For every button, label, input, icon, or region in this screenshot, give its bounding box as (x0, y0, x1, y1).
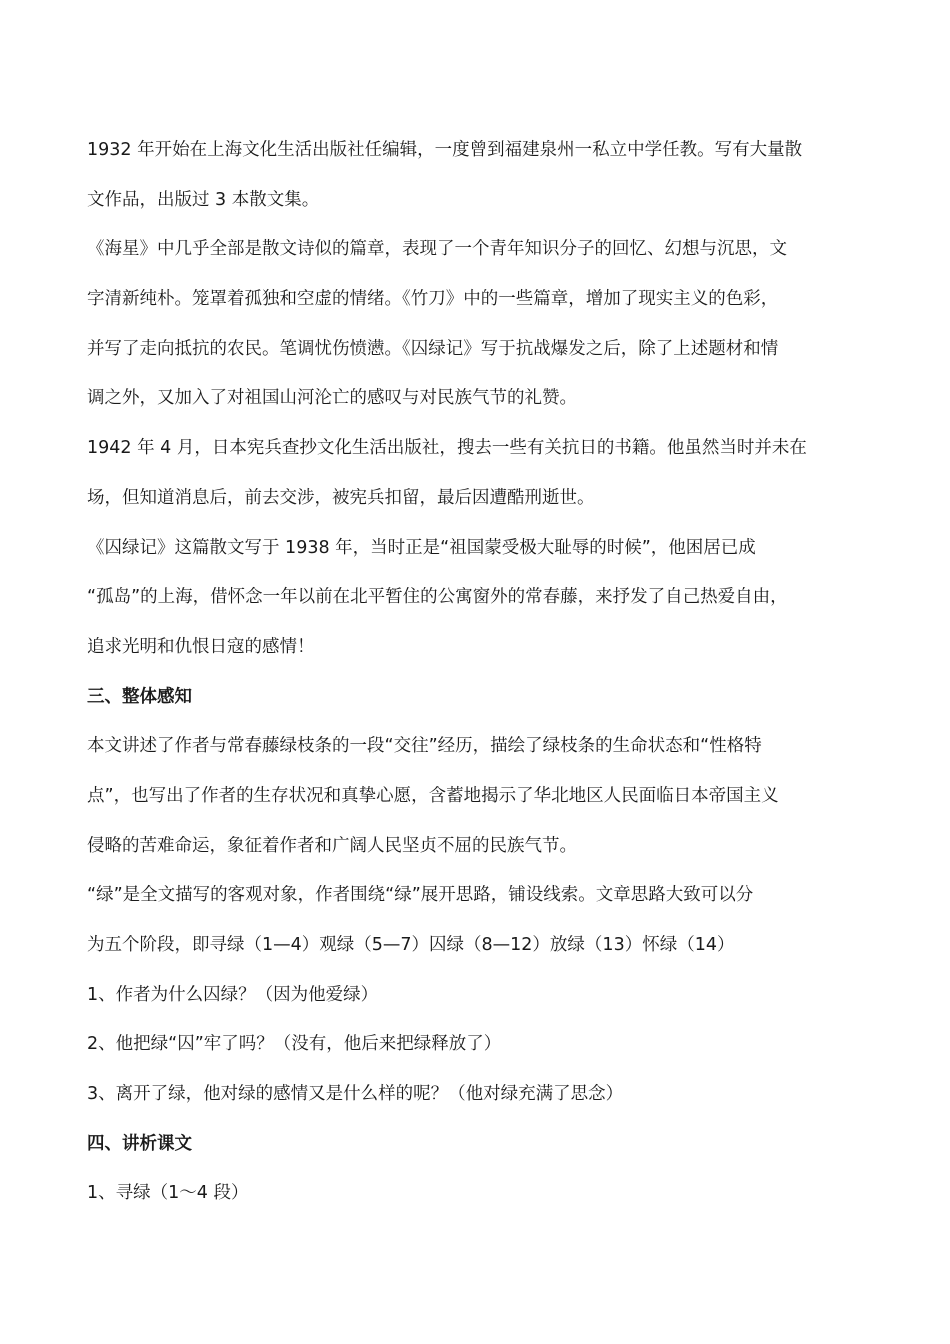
text-line: 场，但知道消息后，前去交涉，被宪兵扣留，最后因遭酷刑逝世。 (87, 487, 595, 508)
question-item: 3、离开了绿，他对绿的感情又是什么样的呢？（他对绿充满了思念） (87, 1084, 624, 1105)
text-line: 字清新纯朴。笼罩着孤独和空虚的情绪。《竹刀》中的一些篇章，增加了现实主义的色彩， (87, 289, 779, 310)
section-heading: 三、整体感知 (87, 686, 192, 707)
text-line: 《海星》中几乎全部是散文诗似的篇章，表现了一个青年知识分子的回忆、幻想与沉思，文 (87, 239, 787, 260)
text-line: 1942 年 4 月，日本宪兵查抄文化生活出版社，搜去一些有关抗日的书籍。他虽然当时并未在 (87, 438, 807, 459)
text-line: 文作品，出版过 3 本散文集。 (87, 189, 320, 210)
text-line: 并写了走向抵抗的农民。笔调忧伤愤懑。《囚绿记》写于抗战爆发之后，除了上述题材和情 (87, 338, 779, 359)
question-item: 1、作者为什么囚绿？（因为他爱绿） (87, 984, 379, 1005)
text-line: 《囚绿记》这篇散文写于 1938 年，当时正是“祖国蒙受极大耻辱的时候”，他困居已成 (87, 537, 756, 558)
text-line: “孤岛”的上海，借怀念一年以前在北平暂住的公寓窗外的常春藤，来抒发了自己热爱自由， (87, 587, 788, 608)
document-body (87, 126, 867, 1219)
question-item: 2、他把绿“囚”牢了吗？（没有，他后来把绿释放了） (87, 1034, 502, 1055)
text-line: 本文讲述了作者与常春藤绿枝条的一段“交往”经历，描绘了绿枝条的生命状态和“性格特 (87, 736, 762, 757)
text-line: 追求光明和仇恨日寇的感情！ (87, 636, 315, 657)
section-heading: 四、讲析课文 (87, 1133, 192, 1154)
text-line: 调之外，又加入了对祖国山河沦亡的感叹与对民族气节的礼赞。 (87, 388, 577, 409)
text-line: “绿”是全文描写的客观对象，作者围绕“绿”展开思路，铺设线索。文章思路大致可以分 (87, 885, 754, 906)
text-line: 为五个阶段，即寻绿（1—4）观绿（5—7）囚绿（8—12）放绿（13）怀绿（14） (87, 935, 735, 955)
text-line: 侵略的苦难命运，象征着作者和广阔人民坚贞不屈的民族气节。 (87, 835, 577, 856)
text-line: 1932 年开始在上海文化生活出版社任编辑，一度曾到福建泉州一私立中学任教。写有大量散 (87, 140, 803, 160)
text-line: 点”，也写出了作者的生存状况和真挚心愿，含蓄地揭示了华北地区人民面临日本帝国主义 (87, 785, 779, 806)
subsection-item: 1、寻绿（1～4 段） (87, 1183, 249, 1204)
